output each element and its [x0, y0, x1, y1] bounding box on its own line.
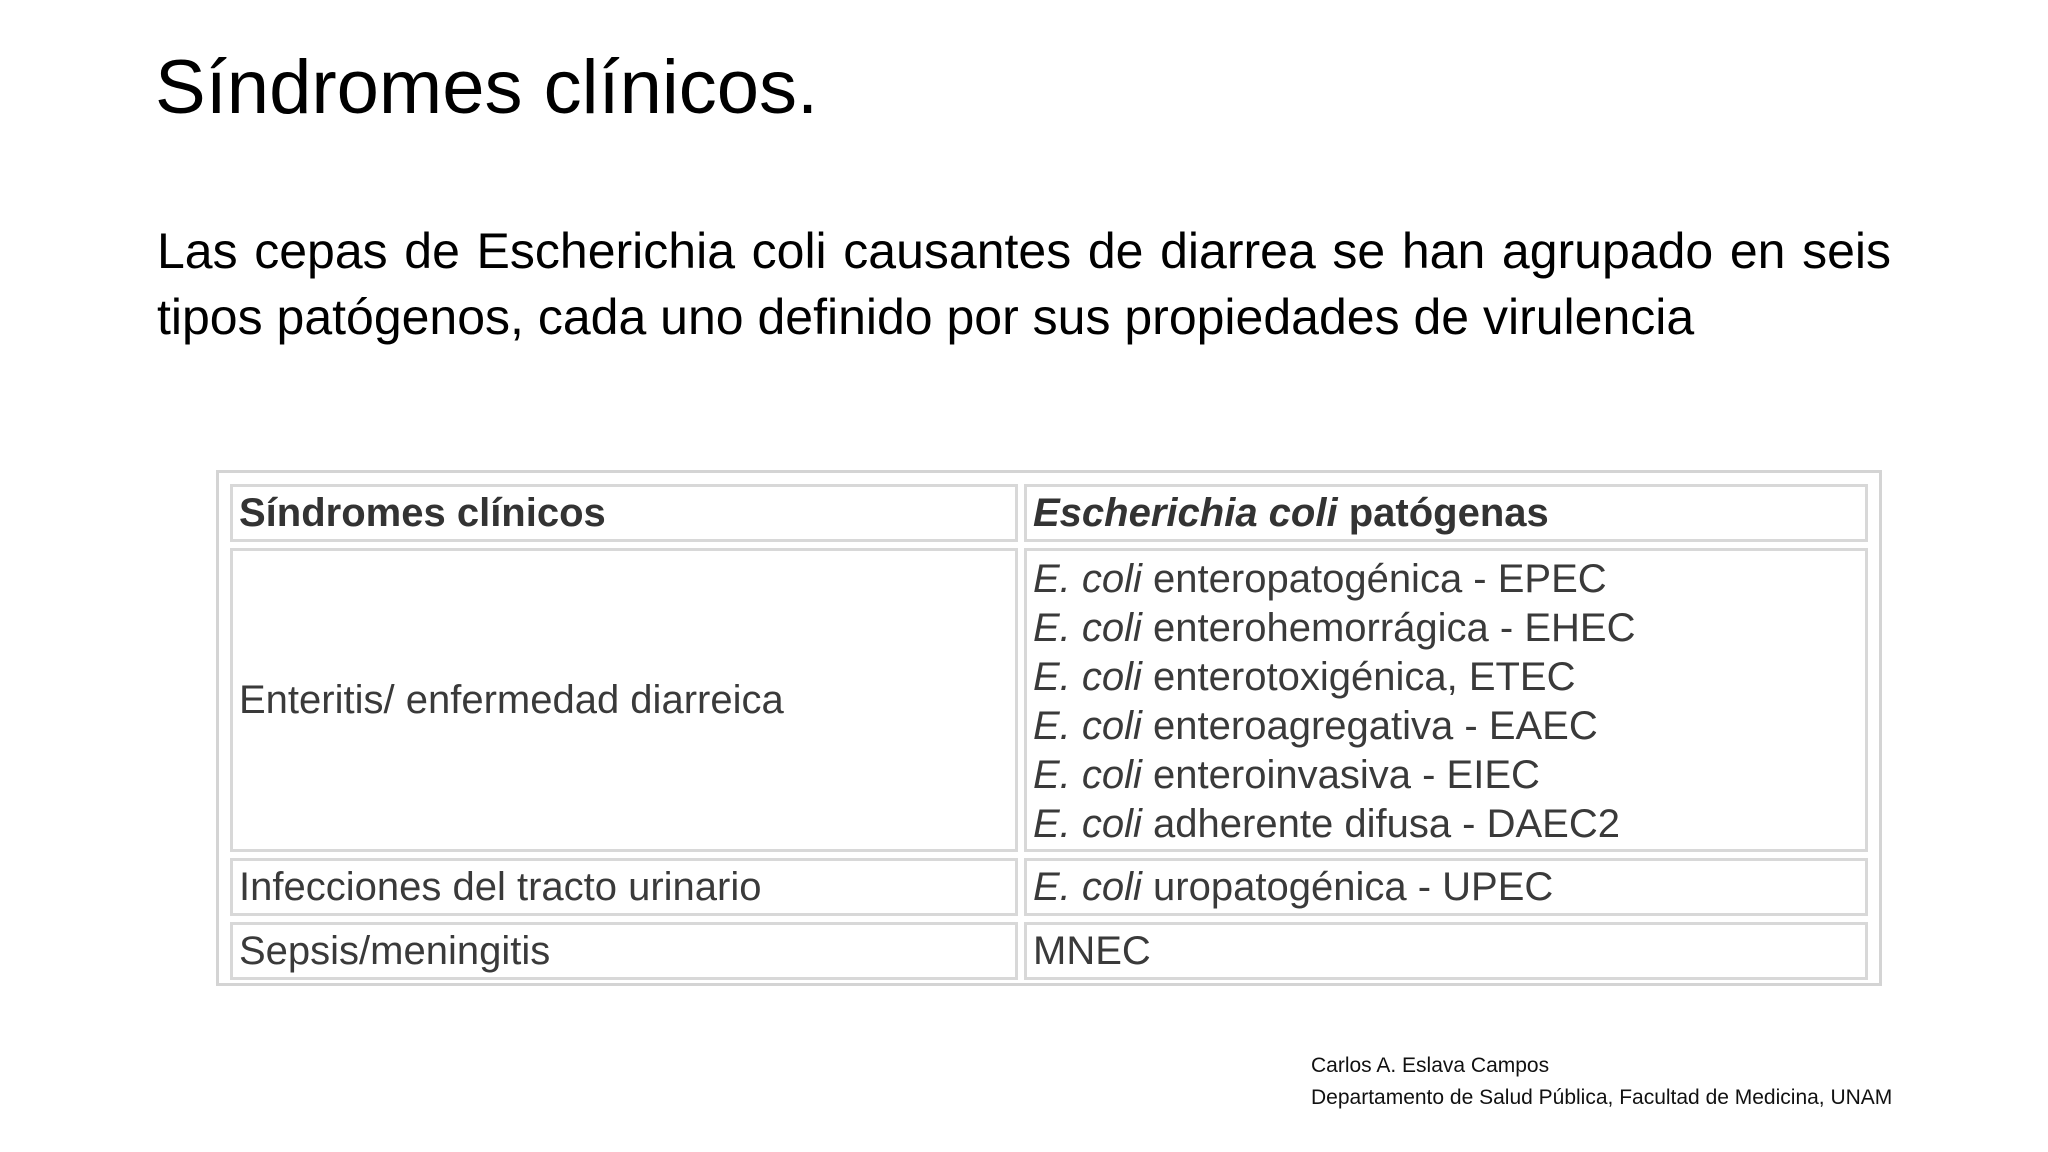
pathogen-cell	[1024, 548, 1868, 852]
syndrome-cell: Sepsis/meningitis	[230, 922, 1018, 980]
header-pathogens-rest: patógenas	[1337, 490, 1549, 535]
pathogen-line: E. coli enteropatogénica - EPEC	[1033, 557, 1607, 601]
footer-author: Carlos A. Eslava Campos	[1311, 1054, 1550, 1077]
syndrome-cell: Infecciones del tracto urinario	[230, 858, 1018, 916]
syndromes-table-frame	[216, 470, 1882, 986]
table-row	[230, 858, 1868, 916]
intro-paragraph: Las cepas de Escherichia coli causantes de diarrea se han agrupado en seis tipos patógenos, cada uno definido por sus propiedades de virulencia	[157, 223, 1891, 345]
slide-title: Síndromes clínicos.	[155, 45, 819, 130]
table-header-row	[230, 484, 1868, 542]
pathogen-line: E. coli enteroagregativa - EAEC	[1033, 704, 1598, 748]
pathogen-line: E. coli enterotoxigénica, ETEC	[1033, 655, 1576, 699]
footer-credit	[1311, 1050, 1892, 1114]
header-pathogens-italic: Escherichia coli	[1033, 490, 1338, 535]
pathogen-line: E. coli enterohemorrágica - EHEC	[1033, 606, 1636, 650]
table-row	[230, 922, 1868, 980]
header-pathogens	[1024, 484, 1868, 542]
table-row	[230, 548, 1868, 852]
header-syndromes: Síndromes clínicos	[230, 484, 1018, 542]
syndromes-table	[224, 478, 1874, 986]
pathogen-line: E. coli enteroinvasiva - EIEC	[1033, 753, 1540, 797]
footer-affiliation: Departamento de Salud Pública, Facultad de Medicina, UNAM	[1311, 1086, 1893, 1109]
pathogen-line: E. coli adherente difusa - DAEC2	[1033, 802, 1620, 846]
syndrome-cell: Enteritis/ enfermedad diarreica	[230, 548, 1018, 852]
pathogen-cell: E. coli uropatogénica - UPEC	[1024, 858, 1868, 916]
pathogen-cell: MNEC	[1024, 922, 1868, 980]
